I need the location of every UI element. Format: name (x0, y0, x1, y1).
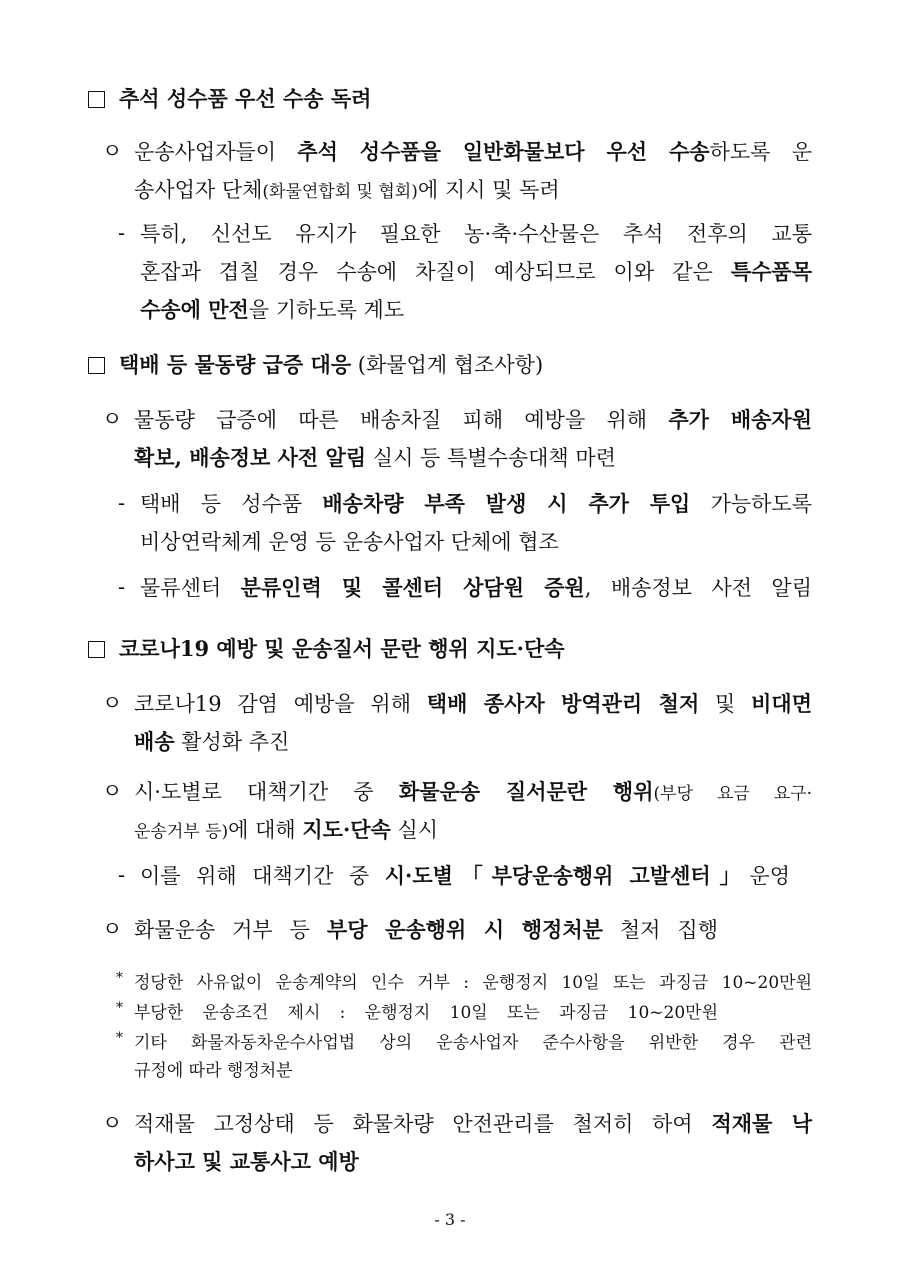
paragraph-line: 택배 등 성수품 배송차량 부족 발생 시 추가 투입 가능하도록 (140, 491, 813, 516)
asterisk-marker: * (116, 970, 123, 986)
paragraph-line: 시·도별로 대책기간 중 화물운송 질서문란 행위(부당 요금 요구· (134, 779, 812, 804)
section-heading: 코로나19 예방 및 운송질서 문란 행위 지도·단속 (88, 634, 565, 664)
note-text: 정당한 사유없이 운송계약의 인수 거부 : 운행정지 10일 또는 과징금 10~20만원 (134, 973, 812, 993)
paragraph-line: 송사업자 단체(화물연합회 및 협회)에 지시 및 독려 (134, 178, 560, 202)
checkbox-square-icon (88, 91, 105, 108)
circle-bullet-icon: ㅇ (102, 1111, 123, 1135)
paragraph-line: 확보, 배송정보 사전 알림 실시 등 특별수송대책 마련 (134, 445, 616, 470)
circle-bullet-icon: ㅇ (102, 139, 123, 163)
paragraph-line: 배송 활성화 추진 (134, 729, 290, 754)
circle-bullet-icon: ㅇ (102, 917, 123, 941)
page-number: - 3 - (434, 1210, 466, 1229)
paragraph-line: 물류센터 분류인력 및 콜센터 상담원 증원, 배송정보 사전 알림 (140, 575, 813, 600)
circle-bullet-icon: ㅇ (102, 691, 123, 715)
dash-marker: - (118, 491, 126, 515)
paragraph-line: 운송사업자들이 추석 성수품을 일반화물보다 우선 수송하도록 운 (134, 139, 812, 164)
note-text: 규정에 따라 행정처분 (134, 1061, 293, 1081)
paragraph-line: 화물운송 거부 등 부당 운송행위 시 행정처분 철저 집행 (134, 917, 718, 942)
dash-marker: - (118, 221, 126, 245)
asterisk-marker: * (116, 1030, 123, 1046)
note-text: 부당한 운송조건 제시 : 운행정지 10일 또는 과징금 10~20만원 (134, 1003, 718, 1023)
paragraph-line: 적재물 고정상태 등 화물차량 안전관리를 철저히 하여 적재물 낙 (134, 1111, 812, 1136)
paragraph-line: 물동량 급증에 따른 배송차질 피해 예방을 위해 추가 배송자원 (134, 407, 812, 432)
asterisk-marker: * (116, 1000, 123, 1016)
dash-marker: - (118, 575, 126, 599)
paragraph-line: 이를 위해 대책기간 중 시·도별「부당운송행위 고발센터」운영 (140, 863, 790, 888)
paragraph-line: 운송거부 등)에 대해 지도·단속 실시 (134, 817, 439, 842)
paragraph-line: 하사고 및 교통사고 예방 (134, 1149, 359, 1174)
circle-bullet-icon: ㅇ (102, 779, 123, 803)
note-text: 기타 화물자동차운수사업법 상의 운송사업자 준수사항을 위반한 경우 관련 (134, 1033, 812, 1053)
circle-bullet-icon: ㅇ (102, 407, 123, 431)
paragraph-line: 코로나19 감염 예방을 위해 택배 종사자 방역관리 철저 및 비대면 (134, 691, 812, 716)
checkbox-square-icon (88, 357, 105, 374)
paragraph-line: 혼잡과 겹칠 경우 수송에 차질이 예상되므로 이와 같은 특수품목 (140, 259, 812, 284)
paragraph-line: 특히, 신선도 유지가 필요한 농·축·수산물은 추석 전후의 교통 (140, 222, 812, 246)
paragraph-line: 비상연락체계 운영 등 운송사업자 단체에 협조 (140, 530, 559, 554)
dash-marker: - (118, 863, 126, 887)
checkbox-square-icon (88, 641, 105, 658)
section-heading: 택배 등 물동량 급증 대응 (화물업계 협조사항) (88, 350, 543, 380)
paragraph-line: 수송에 만전을 기하도록 계도 (140, 297, 405, 322)
section-heading: 추석 성수품 우선 수송 독려 (88, 84, 371, 114)
